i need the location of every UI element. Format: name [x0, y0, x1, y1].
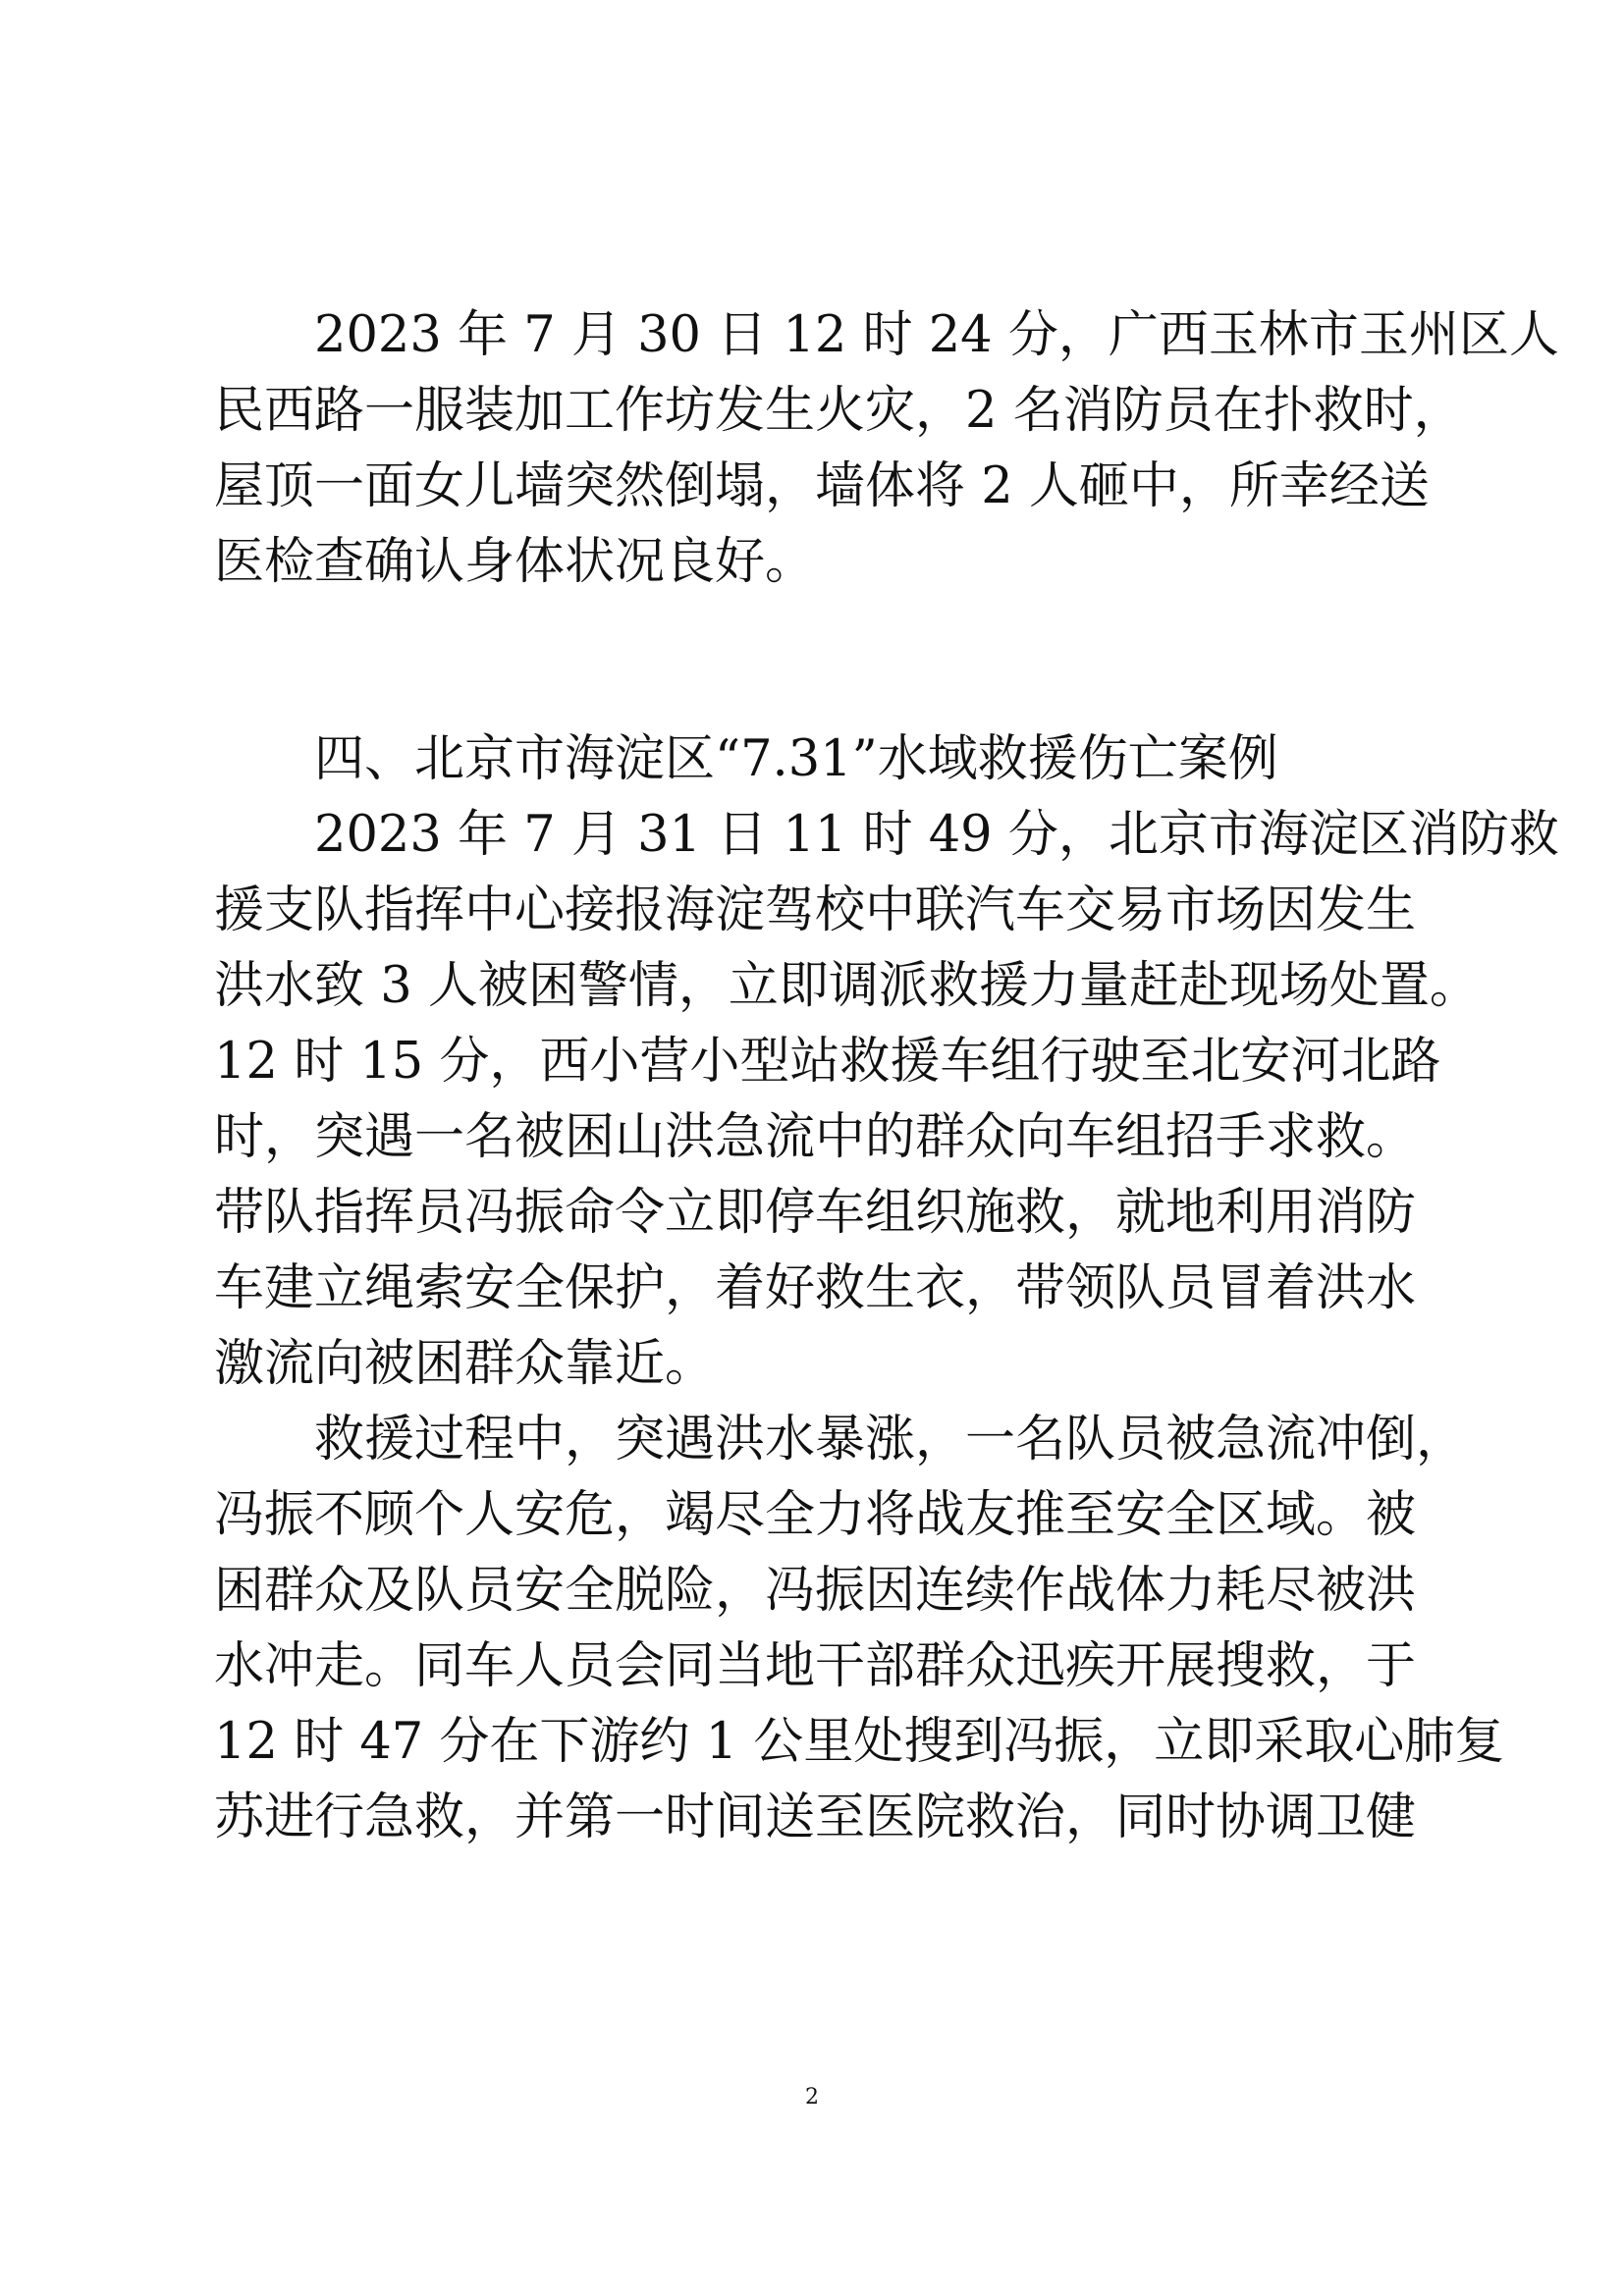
para2-line-8: 激流向被困群众靠近。	[214, 1335, 716, 1393]
para1-line-3: 屋顶一面女儿墙突然倒塌，墙体将 2 人砸中，所幸经送	[214, 457, 1430, 515]
para1-line-1: 2023 年 7 月 30 日 12 时 24 分，广西玉林市玉州区人	[314, 306, 1559, 364]
para3-line-3: 困群众及队员安全脱险，冯振因连续作战体力耗尽被洪	[214, 1562, 1417, 1620]
para2-line-6: 带队指挥员冯振命令立即停车组织施救，就地利用消防	[214, 1184, 1417, 1242]
para3-line-4: 水冲走。同车人员会同当地干部群众迅疾开展搜救，于	[214, 1637, 1417, 1695]
para2-line-1: 2023 年 7 月 31 日 11 时 49 分，北京市海淀区消防救	[314, 806, 1559, 864]
para2-line-7: 车建立绳索安全保护，着好救生衣，带领队员冒着洪水	[214, 1259, 1417, 1317]
para3-line-5: 12 时 47 分在下游约 1 公里处搜到冯振，立即采取心肺复	[214, 1713, 1505, 1771]
para3-line-6: 苏进行急救，并第一时间送至医院救治，同时协调卫健	[214, 1789, 1417, 1846]
para2-line-4: 12 时 15 分，西小营小型站救援车组行驶至北安河北路	[214, 1033, 1441, 1091]
page-number: 2	[805, 2085, 819, 2109]
para3-line-1: 救援过程中，突遇洪水暴涨，一名队员被急流冲倒，	[314, 1411, 1467, 1468]
section-heading: 四、北京市海淀区“7.31”水域救援伤亡案例	[314, 730, 1278, 788]
para2-line-2: 援支队指挥中心接报海淀驾校中联汽车交易市场因发生	[214, 881, 1417, 939]
para2-line-5: 时，突遇一名被困山洪急流中的群众向车组招手求救。	[214, 1108, 1417, 1166]
para1-line-2: 民西路一服装加工作坊发生火灾，2 名消防员在扑救时，	[214, 382, 1464, 440]
para2-line-3: 洪水致 3 人被困警情，立即调派救援力量赶赴现场处置。	[214, 957, 1480, 1015]
para1-line-4: 医检查确认身体状况良好。	[214, 533, 816, 591]
para3-line-2: 冯振不顾个人安危，竭尽全力将战友推至安全区域。被	[214, 1486, 1417, 1544]
